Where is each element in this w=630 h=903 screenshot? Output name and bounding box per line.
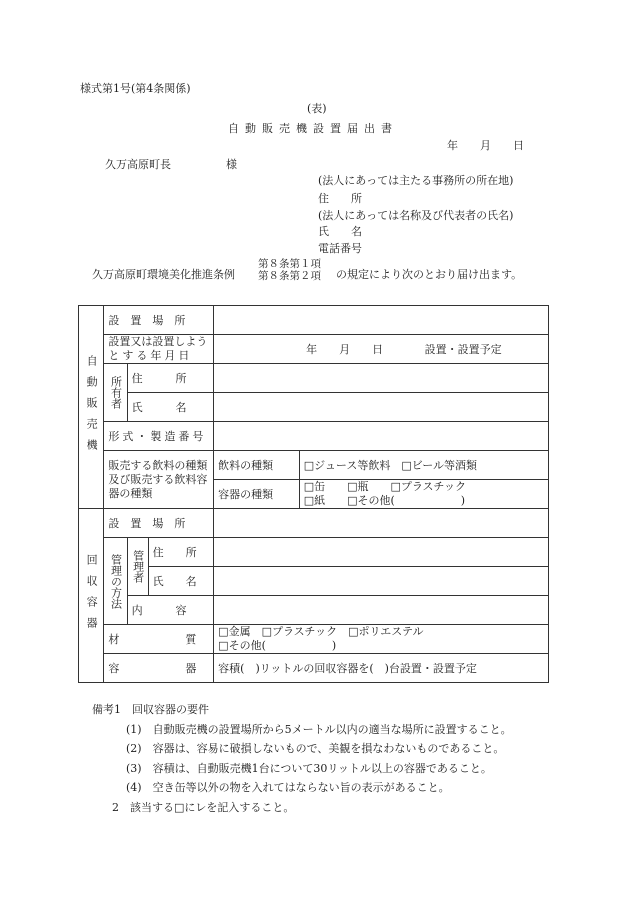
container-label: 容 器 <box>104 654 214 683</box>
management-content-value[interactable] <box>214 596 549 625</box>
manager-label: 管理者 <box>127 538 148 596</box>
form-title: 自動販売機設置届出書 <box>228 122 398 135</box>
install-location-label: 設 置 場 所 <box>104 306 214 335</box>
corp-note-address: (法人にあっては主たる事務所の所在地) <box>318 174 514 187</box>
remarks-item: (4) 空き缶等以外の物を入れてはならない旨の表示があること。 <box>126 781 450 794</box>
management-label: 管理の方法 <box>104 538 127 625</box>
model-label: 形式・製造番号 <box>104 422 214 451</box>
material-label: 材 質 <box>104 625 214 654</box>
sold-types-label: 販売する飲料の種類 及び販売する飲料容 器の種類 <box>104 451 214 509</box>
c-install-location-value[interactable] <box>214 509 549 538</box>
remarks <box>92 700 512 817</box>
statement-tail: の規定により次のとおり届け出ます。 <box>336 268 523 281</box>
install-date-fields: 年 月 日 <box>306 343 384 356</box>
article-option-1: 第８条第１項 <box>258 258 321 270</box>
install-date-label: 設置又は設置しよう とする年月日 <box>104 335 214 364</box>
remarks-item: (2) 容器は、容易に破損しないもので、美観を損なわないものであること。 <box>126 742 505 755</box>
phone-label: 電話番号 <box>318 242 362 255</box>
drink-type-options[interactable]: □ジュース等飲料 □ビール等酒類 <box>299 451 548 480</box>
container-type-options[interactable]: □缶 □瓶 □プラスチック □紙 □その他( ) <box>299 480 548 509</box>
form-number: 様式第1号(第4条関係) <box>80 82 191 95</box>
c-install-location-label: 設 置 場 所 <box>104 509 214 538</box>
corp-note-name: (法人にあっては名称及び代表者の氏名) <box>318 209 514 222</box>
ordinance-name: 久万高原町環境美化推進条例 <box>92 268 235 281</box>
install-location-value[interactable] <box>214 306 549 335</box>
manager-address-label: 住 所 <box>148 538 214 567</box>
notification-table <box>78 305 549 683</box>
manager-name-label: 氏 名 <box>148 567 214 596</box>
date-line: 年 月 日 <box>447 139 524 152</box>
remarks-item: (3) 容積は、自動販売機1台について30リットル以上の容器であること。 <box>126 761 492 775</box>
applicant-address-label: 住 所 <box>318 192 362 205</box>
owner-address-label: 住 所 <box>127 364 214 393</box>
install-status: 設置・設置予定 <box>424 343 502 356</box>
remarks-heading: 備考1 回収容器の要件 <box>92 703 209 716</box>
management-content-label: 内 容 <box>127 596 214 625</box>
section-vending-machine: 自動販売機 <box>79 306 104 509</box>
owner-name-value[interactable] <box>214 393 549 422</box>
drink-type-label: 飲料の種類 <box>214 451 300 480</box>
applicant-name-label: 氏 名 <box>318 225 362 238</box>
remarks-item-2: 2 該当する□にレを記入すること。 <box>112 800 295 814</box>
container-type-label: 容器の種類 <box>214 480 300 509</box>
install-date-value[interactable] <box>214 335 549 364</box>
side-label: (表) <box>307 102 327 115</box>
model-value[interactable] <box>214 422 549 451</box>
article-choice <box>258 258 321 282</box>
material-options[interactable]: □金属 □プラスチック □ポリエステル □その他( ) <box>214 625 549 654</box>
manager-name-value[interactable] <box>214 567 549 596</box>
remarks-item: (1) 自動販売機の設置場所から5メートル以内の適当な場所に設置すること。 <box>126 722 512 736</box>
section-collection-container: 回収容器 <box>79 509 104 683</box>
addressee: 久万高原町長 様 <box>105 158 237 171</box>
owner-address-value[interactable] <box>214 364 549 393</box>
manager-address-value[interactable] <box>214 538 549 567</box>
owner-label: 所有者 <box>104 364 127 422</box>
owner-name-label: 氏 名 <box>127 393 214 422</box>
article-option-2: 第８条第２項 <box>258 270 321 282</box>
container-value[interactable]: 容積( )リットルの回収容器を( )台設置・設置予定 <box>214 654 549 683</box>
